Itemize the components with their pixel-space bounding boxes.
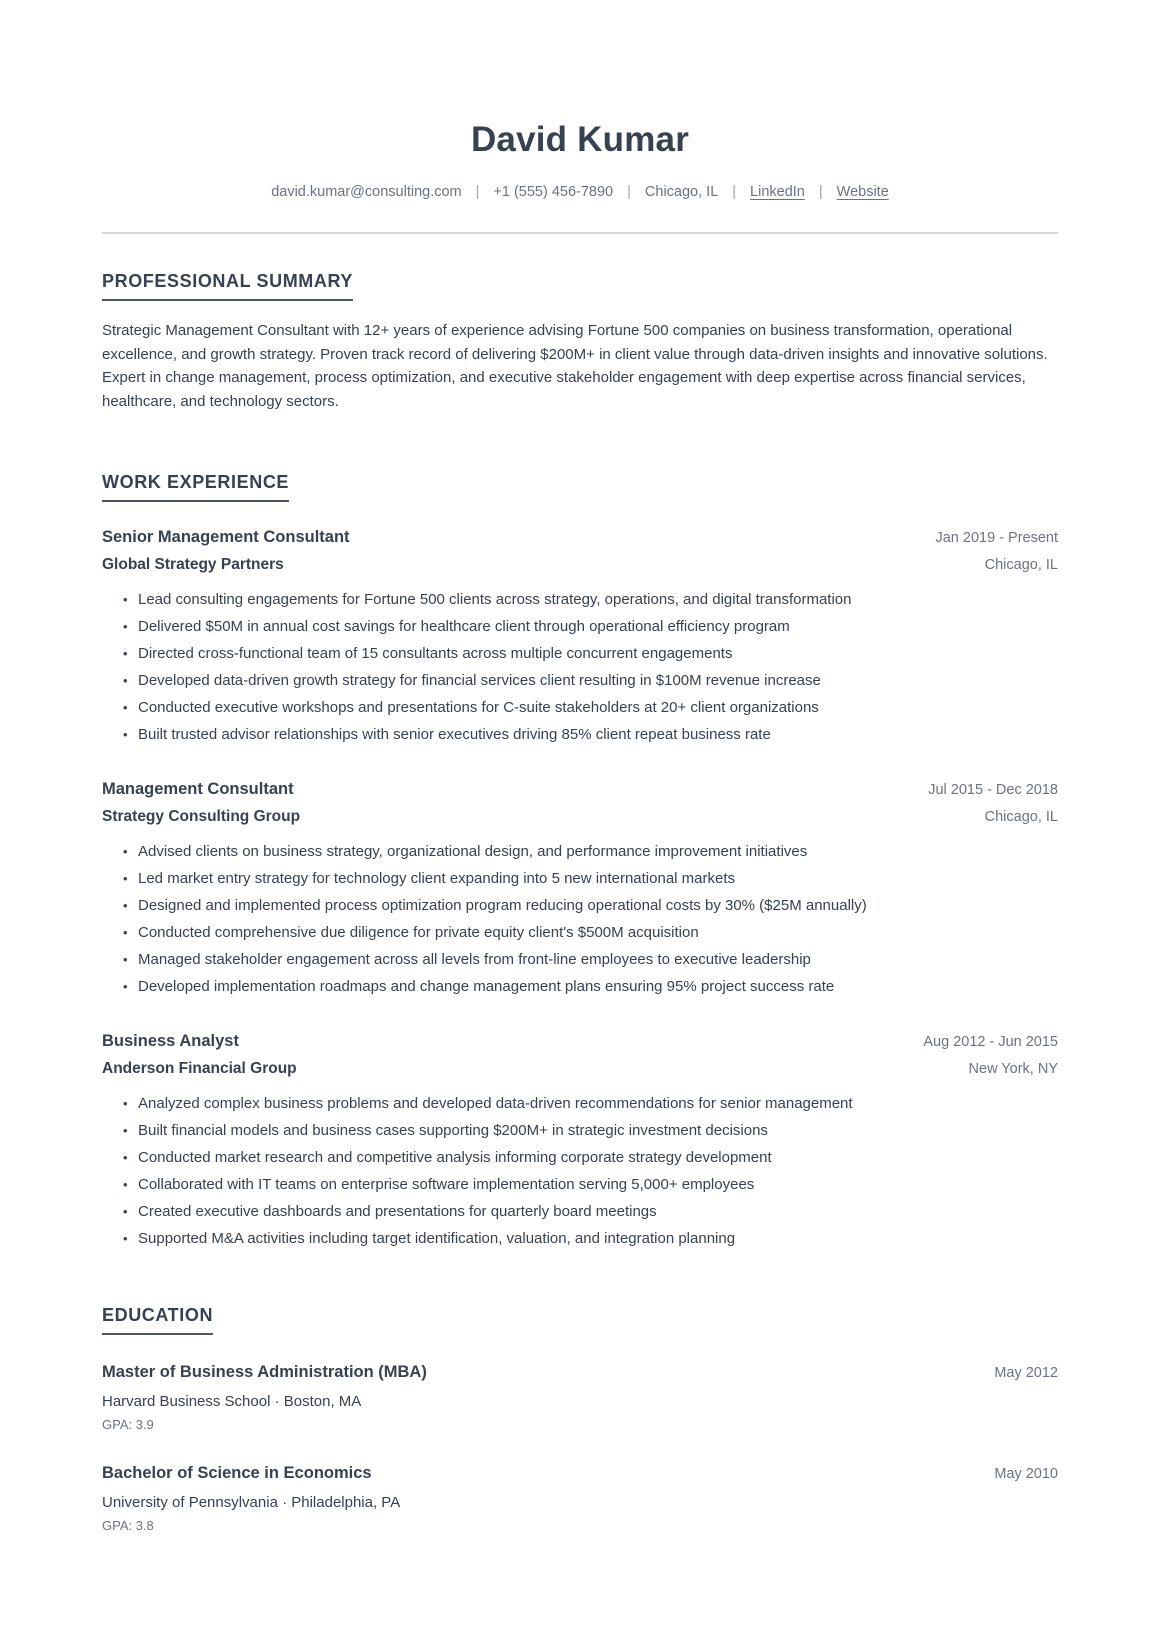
job-bullet: • Built financial models and business cases supporting $200M+ in strategic investment decisions — [102, 1117, 1058, 1144]
contact-separator: | — [732, 184, 737, 200]
job-company: Anderson Financial Group — [102, 1060, 297, 1077]
job-bullet: • Built trusted advisor relationships with senior executives driving 85% client repeat business rate — [102, 721, 1058, 748]
job-bullet: • Conducted executive workshops and presentations for C-suite stakeholders at 20+ client organizations — [102, 694, 1058, 721]
job-bullet-list — [102, 838, 1058, 1000]
degree-gpa: GPA: 3.8 — [102, 1518, 154, 1533]
job-location: Chicago, IL — [984, 557, 1058, 573]
degree-gpa: GPA: 3.9 — [102, 1417, 154, 1432]
contact-website-link[interactable]: Website — [836, 184, 889, 200]
job-location: New York, NY — [968, 1061, 1058, 1077]
job-entry — [102, 778, 1058, 1000]
section-professional-summary — [102, 270, 1058, 413]
job-title: Management Consultant — [102, 780, 294, 798]
degree-date: May 2010 — [994, 1466, 1058, 1482]
education-section-title: EDUCATION — [102, 1304, 213, 1335]
job-bullet: • Delivered $50M in annual cost savings for healthcare client through operational efficiency program — [102, 613, 1058, 640]
experience-section-title: WORK EXPERIENCE — [102, 471, 289, 502]
summary-section-title: PROFESSIONAL SUMMARY — [102, 270, 353, 301]
contact-linkedin-link[interactable]: LinkedIn — [750, 184, 805, 200]
job-bullet: • Developed implementation roadmaps and change management plans ensuring 95% project success rate — [102, 973, 1058, 1000]
degree-list — [102, 1361, 1058, 1535]
contact-separator: | — [627, 184, 631, 200]
job-dates: Jul 2015 - Dec 2018 — [928, 782, 1058, 798]
contact-location: Chicago, IL — [644, 184, 719, 200]
section-work-experience — [102, 471, 1058, 1252]
contact-separator: | — [818, 184, 823, 200]
job-entry — [102, 1030, 1058, 1252]
job-bullet: • Directed cross-functional team of 15 consultants across multiple concurrent engagements — [102, 640, 1058, 667]
section-education — [102, 1304, 1058, 1535]
job-dates: Aug 2012 - Jun 2015 — [923, 1034, 1058, 1050]
job-bullet: • Designed and implemented process optimization program reducing operational costs by 30% ($25M annually) — [102, 892, 1058, 919]
degree-entry — [102, 1462, 1058, 1535]
job-bullet: • Collaborated with IT teams on enterprise software implementation serving 5,000+ employees — [102, 1171, 1058, 1198]
job-entry — [102, 526, 1058, 748]
job-bullet: • Created executive dashboards and presentations for quarterly board meetings — [102, 1198, 1058, 1225]
degree-date: May 2012 — [994, 1365, 1058, 1381]
degree-entry — [102, 1361, 1058, 1434]
degree-school: University of Pennsylvania · Philadelphia, PA — [102, 1494, 401, 1511]
job-title: Business Analyst — [102, 1032, 239, 1050]
job-bullet-list — [102, 1090, 1058, 1252]
job-list — [102, 526, 1058, 1252]
contact-email: david.kumar@consulting.com — [271, 184, 462, 200]
job-bullet: • Conducted market research and competitive analysis informing corporate strategy development — [102, 1144, 1058, 1171]
header-divider — [102, 232, 1058, 234]
person-name: David Kumar — [470, 120, 690, 159]
degree-title: Master of Business Administration (MBA) — [102, 1363, 427, 1381]
job-location: Chicago, IL — [984, 809, 1058, 825]
job-company: Global Strategy Partners — [102, 556, 284, 573]
job-bullet: • Conducted comprehensive due diligence for private equity client's $500M acquisition — [102, 919, 1058, 946]
contact-line — [102, 182, 1058, 202]
job-company: Strategy Consulting Group — [102, 808, 301, 825]
job-bullet: • Led market entry strategy for technology client expanding into 5 new international markets — [102, 865, 1058, 892]
job-bullet-list — [102, 586, 1058, 748]
contact-separator: | — [475, 184, 480, 200]
contact-phone: +1 (555) 456-7890 — [493, 184, 614, 200]
job-bullet: • Advised clients on business strategy, organizational design, and performance improvement initiatives — [102, 838, 1058, 865]
job-bullet: • Analyzed complex business problems and developed data-driven recommendations for senior management — [102, 1090, 1058, 1117]
summary-text: Strategic Management Consultant with 12+ years of experience advising Fortune 500 companies on business transformation, operational excellence, and growth strategy. Proven track record of delivering $200M+ in client value through data-driven insights and innovative solutions. Expert in change management, process optimization, and executive stakeholder engagement with deep expertise across financial services, healthcare, and technology sectors. — [102, 322, 1048, 410]
job-bullet: • Lead consulting engagements for Fortune 500 clients across strategy, operations, and digital transformation — [102, 586, 1058, 613]
job-title: Senior Management Consultant — [102, 528, 350, 546]
job-bullet: • Supported M&A activities including target identification, valuation, and integration planning — [102, 1225, 1058, 1252]
resume-header — [102, 118, 1058, 202]
job-bullet: • Managed stakeholder engagement across all levels from front-line employees to executive leadership — [102, 946, 1058, 973]
job-dates: Jan 2019 - Present — [935, 530, 1058, 546]
degree-title: Bachelor of Science in Economics — [102, 1464, 372, 1482]
degree-school: Harvard Business School · Boston, MA — [102, 1393, 362, 1410]
job-bullet: • Developed data-driven growth strategy for financial services client resulting in $100M revenue increase — [102, 667, 1058, 694]
